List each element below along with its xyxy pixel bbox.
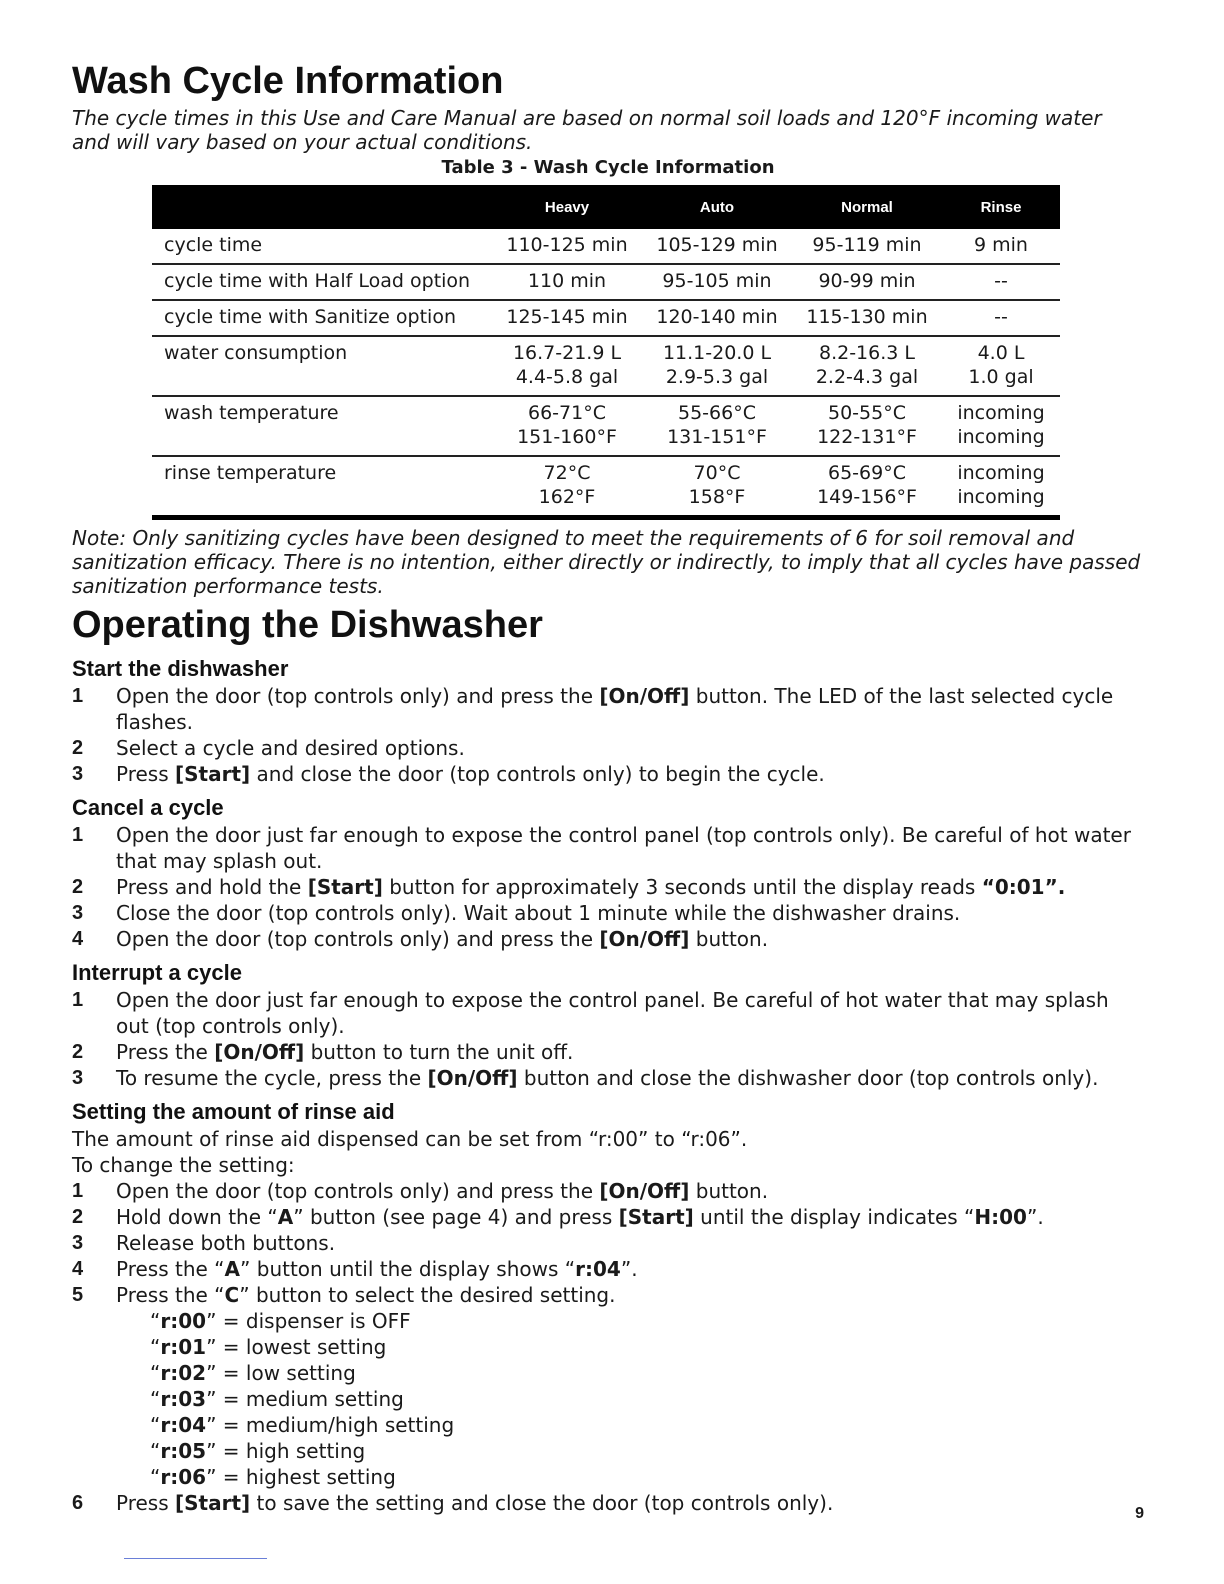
step-number: 2 xyxy=(72,876,84,898)
table-cell xyxy=(492,336,642,396)
cancel-heading: Cancel a cycle xyxy=(72,795,224,820)
setting-code: r:02 xyxy=(160,1361,207,1385)
table-cell xyxy=(642,264,792,300)
step-text: button. xyxy=(689,1179,769,1203)
cell-value: incoming xyxy=(957,462,1045,484)
rinse-aid-steps xyxy=(72,1178,1144,1308)
table-body xyxy=(152,229,1060,518)
bold-term: [On/Off] xyxy=(599,1179,690,1203)
step-number: 4 xyxy=(72,928,84,950)
setting-desc: = high setting xyxy=(216,1439,366,1463)
step-text: button to turn the unit off. xyxy=(304,1040,574,1064)
cell-value: -- xyxy=(994,306,1008,328)
table-cell xyxy=(642,229,792,264)
step-text: Open the door just far enough to expose the control panel (top controls only). Be careful of hot water that may splash out. xyxy=(116,823,1131,873)
bold-term: A xyxy=(224,1257,241,1281)
row-label: water consumption xyxy=(152,336,492,396)
step-item xyxy=(72,987,1144,1039)
header-auto: Auto xyxy=(642,185,792,229)
header-blank xyxy=(152,185,492,229)
setting-item xyxy=(72,1438,1144,1464)
table-cell xyxy=(642,396,792,456)
table-cell xyxy=(942,456,1060,518)
cell-value: 110 min xyxy=(527,270,607,292)
table-cell xyxy=(642,300,792,336)
cell-value: incoming xyxy=(957,426,1045,448)
rinse-aid-intro-2: To change the setting: xyxy=(72,1153,295,1177)
step-text: Open the door just far enough to expose the control panel. Be careful of hot water that may splash out (top controls only). xyxy=(116,988,1109,1038)
step-text: Press the “ xyxy=(116,1283,225,1307)
step-text: to save the setting and close the door (top controls only). xyxy=(250,1491,834,1515)
row-label: cycle time with Half Load option xyxy=(152,264,492,300)
setting-item xyxy=(72,1360,1144,1386)
table-caption: Table 3 - Wash Cycle Information xyxy=(441,157,775,178)
bold-term: C xyxy=(224,1283,240,1307)
step-text: Release both buttons. xyxy=(116,1231,336,1255)
step-text: Press and hold the xyxy=(116,875,308,899)
setting-desc: = medium/high setting xyxy=(216,1413,455,1437)
table-cell xyxy=(492,396,642,456)
quote-close: ” xyxy=(206,1465,217,1489)
rinse-aid-settings xyxy=(72,1308,1144,1490)
setting-code: r:01 xyxy=(160,1335,207,1359)
step-number: 3 xyxy=(72,1232,84,1254)
cell-value: 11.1-20.0 L xyxy=(662,342,772,364)
interrupt-heading: Interrupt a cycle xyxy=(72,960,242,985)
setting-desc: = lowest setting xyxy=(216,1335,387,1359)
bold-term: A xyxy=(277,1205,294,1229)
wash-cycle-intro: The cycle times in this Use and Care Manual are based on normal soil loads and 120°F incoming water and will vary based on your actual conditions. xyxy=(72,106,1102,154)
quote-open: “ xyxy=(150,1335,161,1359)
bold-term: [Start] xyxy=(175,762,251,786)
step-number: 1 xyxy=(72,989,84,1011)
table-header-row xyxy=(152,185,1060,229)
step-text: ”. xyxy=(1026,1205,1044,1229)
row-label: wash temperature xyxy=(152,396,492,456)
cell-value: 55-66°C xyxy=(678,402,756,424)
bold-term: r:04 xyxy=(575,1257,621,1281)
step-text: until the display indicates “ xyxy=(693,1205,975,1229)
sanitization-note: Note: Only sanitizing cycles have been designed to meet the requirements of 6 for soil removal and sanitization efficacy. There is no intention, either directly or indirectly, to imply that all cycles have passed sanitization performance tests. xyxy=(72,526,1141,598)
table-cell xyxy=(642,456,792,518)
step-text: button for approximately 3 seconds until the display reads xyxy=(382,875,982,899)
bold-term: [Start] xyxy=(175,1491,251,1515)
setting-code: r:03 xyxy=(160,1387,207,1411)
step-text: Open the door (top controls only) and press the xyxy=(116,684,600,708)
table-row xyxy=(152,336,1060,396)
table-cell xyxy=(492,264,642,300)
table-cell xyxy=(942,300,1060,336)
cell-value: 16.7-21.9 L xyxy=(512,342,622,364)
step-number: 3 xyxy=(72,902,84,924)
step-text: Press xyxy=(116,762,175,786)
step-item xyxy=(72,683,1144,735)
step-number: 4 xyxy=(72,1258,84,1280)
step-item xyxy=(72,900,1144,926)
step-number: 3 xyxy=(72,763,84,785)
step-item xyxy=(72,1282,1144,1308)
cell-value: 9 min xyxy=(974,234,1028,256)
header-rinse: Rinse xyxy=(942,185,1060,229)
step-item xyxy=(72,822,1144,874)
quote-open: “ xyxy=(150,1413,161,1437)
table-cell xyxy=(492,229,642,264)
table-cell xyxy=(792,336,942,396)
bold-term: [On/Off] xyxy=(599,927,690,951)
step-number: 1 xyxy=(72,824,84,846)
cell-value: 95-105 min xyxy=(662,270,772,292)
cell-value: 90-99 min xyxy=(818,270,916,292)
rinse-aid-heading: Setting the amount of rinse aid xyxy=(72,1099,395,1124)
quote-close: ” xyxy=(206,1335,217,1359)
table-cell xyxy=(792,396,942,456)
cell-value: 110-125 min xyxy=(506,234,628,256)
table-row xyxy=(152,300,1060,336)
cell-value: 72°C xyxy=(543,462,591,484)
quote-close: ” xyxy=(206,1439,217,1463)
cell-value: 105-129 min xyxy=(656,234,778,256)
quote-open: “ xyxy=(150,1465,161,1489)
setting-desc: = medium setting xyxy=(216,1387,404,1411)
table-cell xyxy=(792,456,942,518)
start-steps xyxy=(72,683,1144,787)
rinse-aid-intro-1: The amount of rinse aid dispensed can be set from “r:00” to “r:06”. xyxy=(72,1127,748,1151)
bold-term: [On/Off] xyxy=(427,1066,518,1090)
step-text: button. The LED of the last selected cycle flashes. xyxy=(116,684,1114,734)
cell-value: 1.0 gal xyxy=(968,366,1034,388)
cell-value: 65-69°C xyxy=(828,462,906,484)
setting-desc: = highest setting xyxy=(216,1465,396,1489)
bold-term: [Start] xyxy=(307,875,383,899)
step-text: Press the xyxy=(116,1040,215,1064)
step-text: ” button until the display shows “ xyxy=(240,1257,576,1281)
operating-title: Operating the Dishwasher xyxy=(72,604,543,646)
step-text: Press xyxy=(116,1491,175,1515)
step-text: Open the door (top controls only) and press the xyxy=(116,1179,600,1203)
setting-item xyxy=(72,1334,1144,1360)
step-text: ” button (see page 4) and press xyxy=(293,1205,619,1229)
setting-code: r:06 xyxy=(160,1465,207,1489)
step-text: button and close the dishwasher door (top controls only). xyxy=(517,1066,1099,1090)
row-label: cycle time with Sanitize option xyxy=(152,300,492,336)
step-item xyxy=(72,1039,1144,1065)
quote-close: ” xyxy=(206,1413,217,1437)
step-item xyxy=(72,1178,1144,1204)
step-number: 1 xyxy=(72,685,84,707)
step-text: and close the door (top controls only) to begin the cycle. xyxy=(250,762,825,786)
step-number: 6 xyxy=(72,1492,84,1514)
step-text: ”. xyxy=(620,1257,638,1281)
manual-page xyxy=(72,58,1144,1516)
interrupt-steps xyxy=(72,987,1144,1091)
quote-close: ” xyxy=(206,1309,217,1333)
quote-open: “ xyxy=(150,1361,161,1385)
table-cell xyxy=(942,229,1060,264)
cell-value: 50-55°C xyxy=(828,402,906,424)
step-item xyxy=(72,1256,1144,1282)
table-row xyxy=(152,396,1060,456)
setting-desc: = low setting xyxy=(216,1361,356,1385)
quote-open: “ xyxy=(150,1309,161,1333)
cell-value: 115-130 min xyxy=(806,306,928,328)
table-cell xyxy=(942,264,1060,300)
table-cell xyxy=(942,336,1060,396)
cell-value: -- xyxy=(994,270,1008,292)
header-heavy: Heavy xyxy=(492,185,642,229)
footer-rule xyxy=(124,1558,267,1559)
step-item xyxy=(72,1230,1144,1256)
step-number: 2 xyxy=(72,737,84,759)
row-label: rinse temperature xyxy=(152,456,492,518)
table-cell xyxy=(792,229,942,264)
step-number: 5 xyxy=(72,1284,84,1306)
table-cell xyxy=(492,300,642,336)
cell-value: 66-71°C xyxy=(528,402,606,424)
step-number: 1 xyxy=(72,1180,84,1202)
cancel-steps xyxy=(72,822,1144,952)
table-cell xyxy=(492,456,642,518)
cell-value: 149-156°F xyxy=(817,486,917,508)
step-item xyxy=(72,874,1144,900)
step-text: Close the door (top controls only). Wait about 1 minute while the dishwasher drains. xyxy=(116,901,961,925)
cell-value: 4.0 L xyxy=(977,342,1025,364)
quote-open: “ xyxy=(150,1439,161,1463)
header-normal: Normal xyxy=(792,185,942,229)
quote-open: “ xyxy=(150,1387,161,1411)
cell-value: incoming xyxy=(957,486,1045,508)
cell-value: 8.2-16.3 L xyxy=(818,342,915,364)
bold-term: [On/Off] xyxy=(214,1040,305,1064)
step-text: button. xyxy=(689,927,769,951)
cell-value: 125-145 min xyxy=(506,306,628,328)
wash-cycle-table xyxy=(152,185,1060,520)
table-cell xyxy=(642,336,792,396)
step-number: 3 xyxy=(72,1067,84,1089)
cell-value: 2.2-4.3 gal xyxy=(815,366,919,388)
table-row xyxy=(152,264,1060,300)
cell-value: 162°F xyxy=(538,486,596,508)
step-item xyxy=(72,1490,1144,1516)
cell-value: 151-160°F xyxy=(517,426,617,448)
step-item xyxy=(72,761,1144,787)
table-cell xyxy=(942,396,1060,456)
wash-cycle-title: Wash Cycle Information xyxy=(72,60,504,102)
setting-code: r:00 xyxy=(160,1309,207,1333)
setting-desc: = dispenser is OFF xyxy=(216,1309,411,1333)
step-item xyxy=(72,1065,1144,1091)
step-text: ” button to select the desired setting. xyxy=(239,1283,616,1307)
rinse-aid-final-step xyxy=(72,1490,1144,1516)
step-item xyxy=(72,735,1144,761)
step-number: 2 xyxy=(72,1041,84,1063)
bold-term: [On/Off] xyxy=(599,684,690,708)
start-heading: Start the dishwasher xyxy=(72,656,289,681)
row-label: cycle time xyxy=(164,234,263,256)
cell-value: 131-151°F xyxy=(667,426,767,448)
setting-item xyxy=(72,1386,1144,1412)
step-item xyxy=(72,926,1144,952)
table-row xyxy=(152,229,1060,264)
quote-close: ” xyxy=(206,1387,217,1411)
cell-value: 95-119 min xyxy=(812,234,922,256)
cell-value: 120-140 min xyxy=(656,306,778,328)
quote-close: ” xyxy=(206,1361,217,1385)
step-number: 2 xyxy=(72,1206,84,1228)
bold-term: “0:01”. xyxy=(981,875,1066,899)
setting-item xyxy=(72,1412,1144,1438)
step-text: Select a cycle and desired options. xyxy=(116,736,465,760)
setting-code: r:05 xyxy=(160,1439,207,1463)
cell-value: incoming xyxy=(957,402,1045,424)
bold-term: [Start] xyxy=(618,1205,694,1229)
bold-term: H:00 xyxy=(974,1205,1027,1229)
table-cell xyxy=(792,264,942,300)
page-number: 9 xyxy=(1135,1505,1144,1522)
step-item xyxy=(72,1204,1144,1230)
table-row xyxy=(152,456,1060,518)
step-text: To resume the cycle, press the xyxy=(116,1066,428,1090)
step-text: Open the door (top controls only) and press the xyxy=(116,927,600,951)
step-text: Hold down the “ xyxy=(116,1205,278,1229)
setting-code: r:04 xyxy=(160,1413,207,1437)
table-cell xyxy=(792,300,942,336)
setting-item xyxy=(72,1464,1144,1490)
cell-value: 158°F xyxy=(688,486,746,508)
cell-value: 122-131°F xyxy=(817,426,917,448)
cell-value: 2.9-5.3 gal xyxy=(665,366,769,388)
step-text: Press the “ xyxy=(116,1257,225,1281)
cell-value: 4.4-5.8 gal xyxy=(515,366,619,388)
setting-item xyxy=(72,1308,1144,1334)
cell-value: 70°C xyxy=(693,462,741,484)
